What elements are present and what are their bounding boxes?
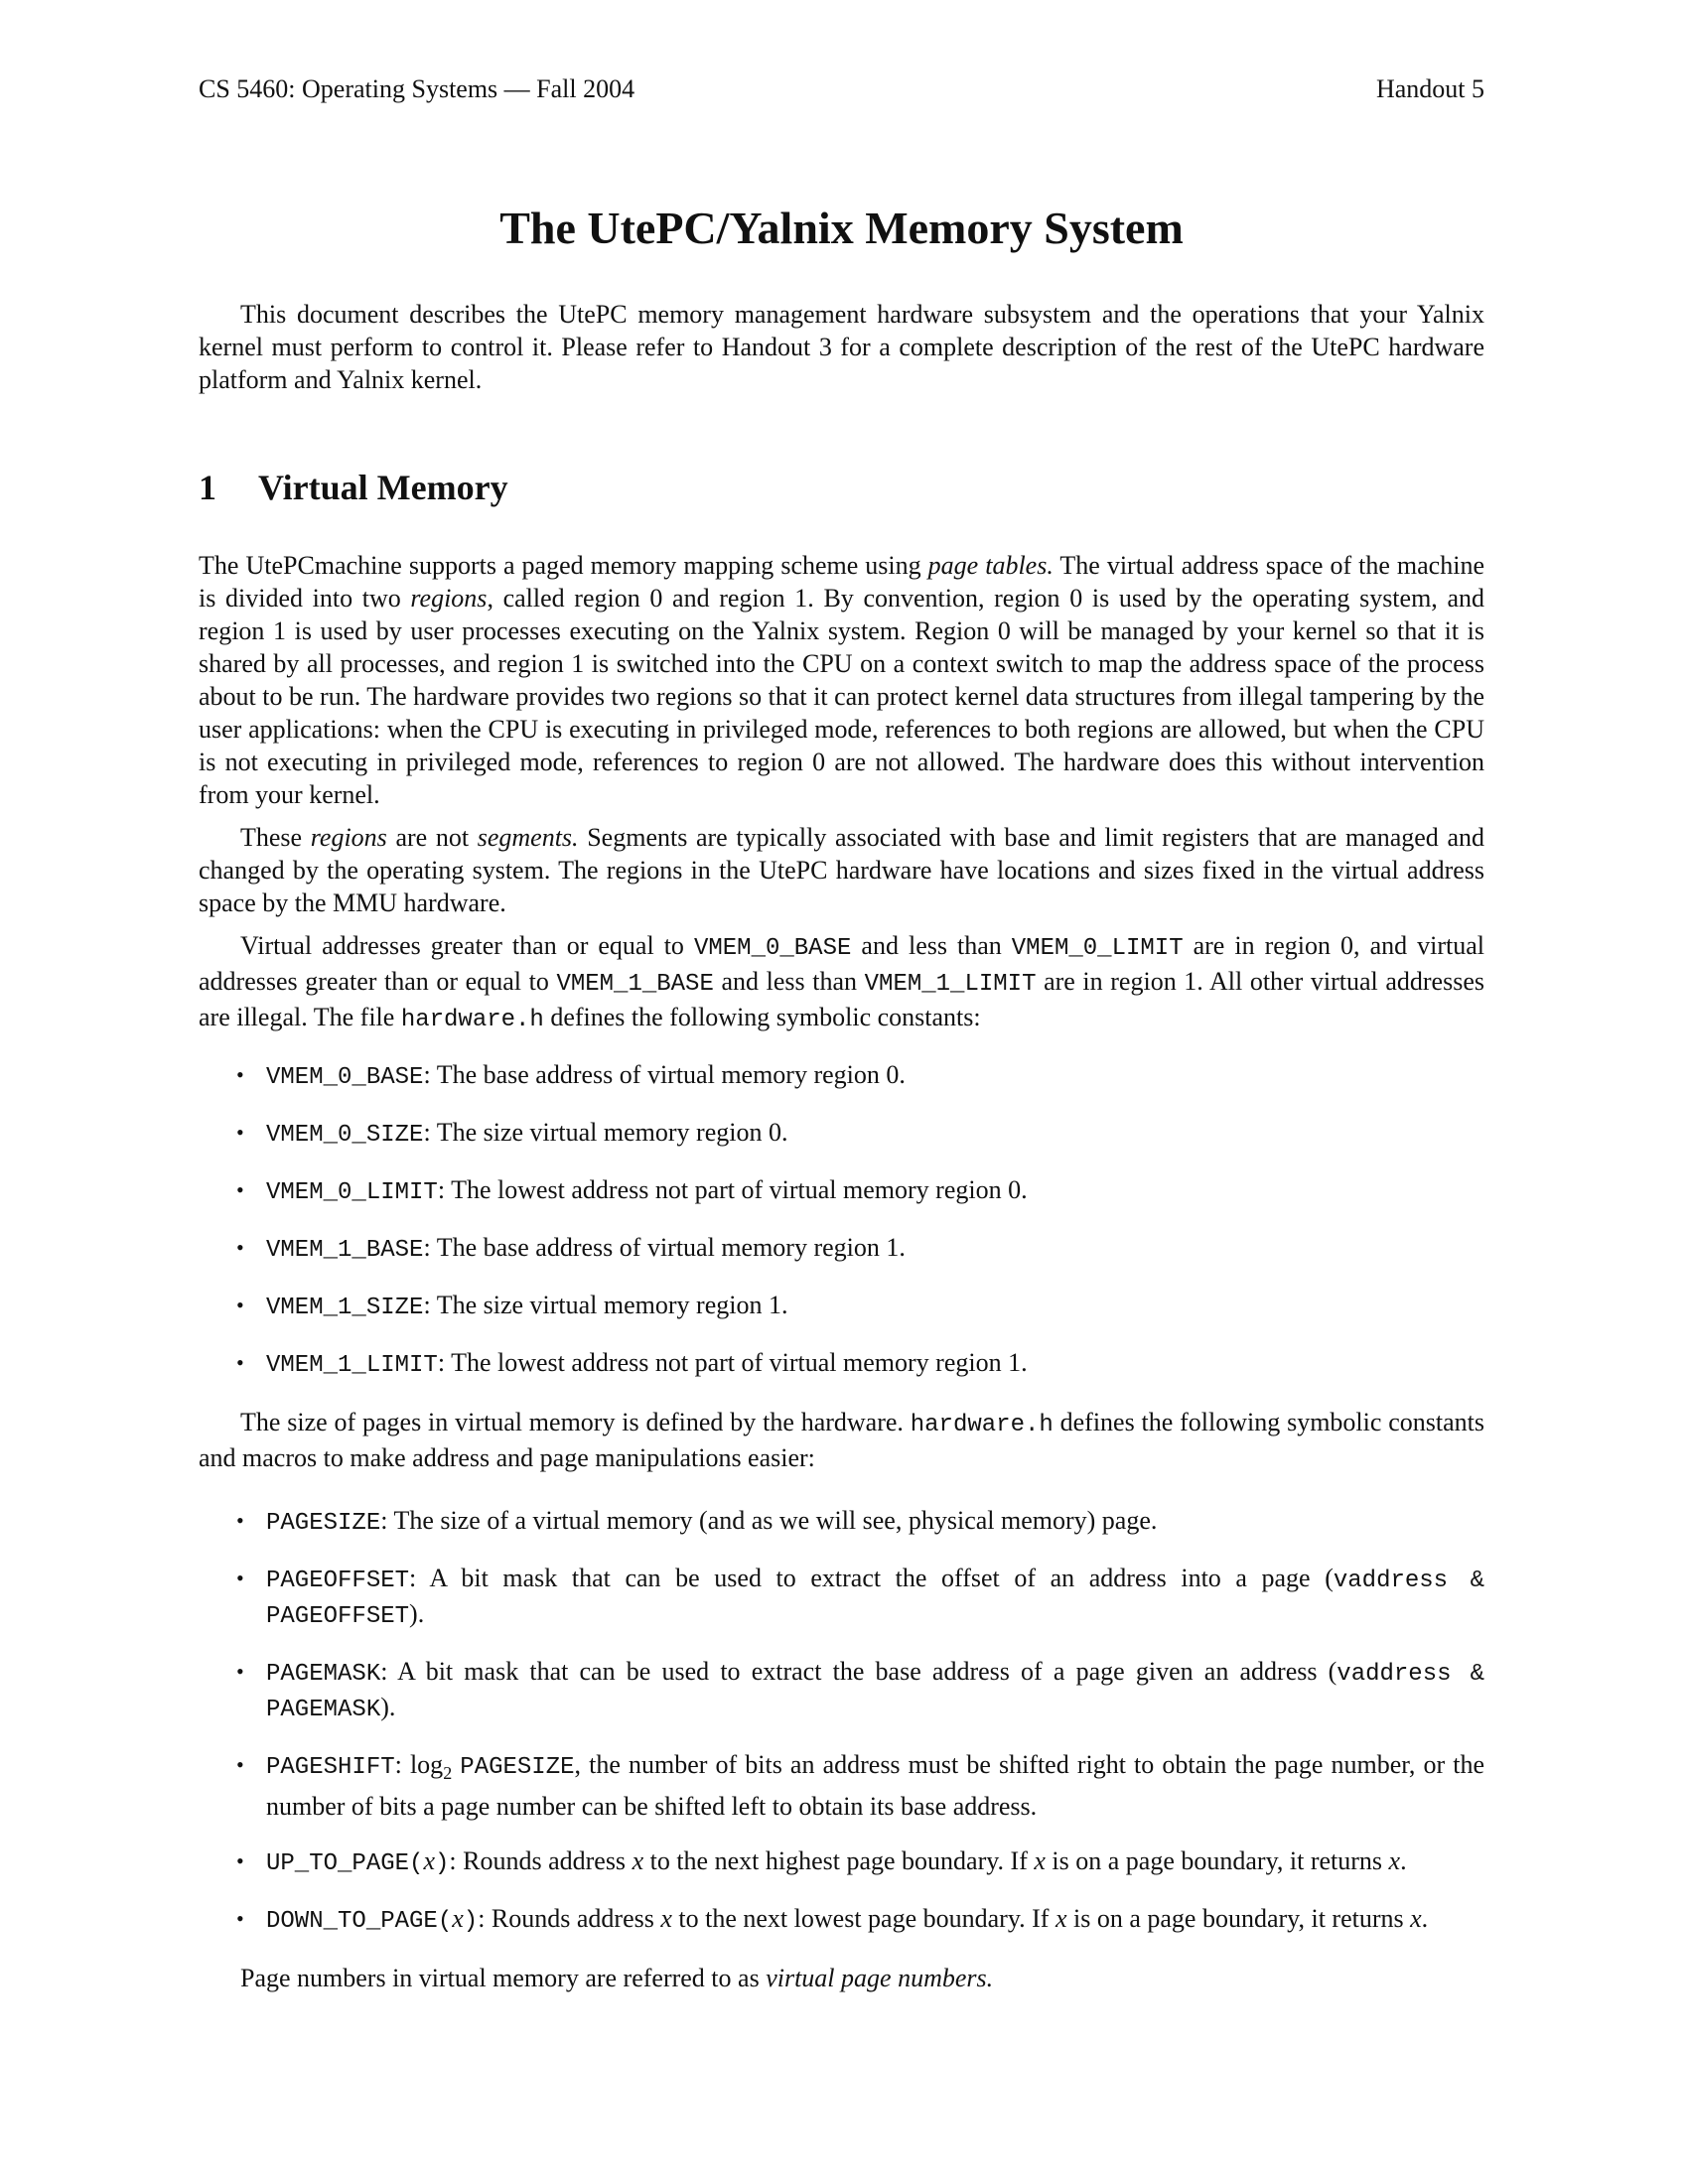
list-item-up-to-page: • UP_TO_PAGE(x): Rounds address x to the next highest page boundary. If x is on a page boundary, it returns x.	[236, 1846, 1407, 1878]
list-item: • VMEM_1_LIMIT: The lowest address not part of virtual memory region 1.	[236, 1348, 1028, 1379]
list-item-pageoffset: • PAGEOFFSET: A bit mask that can be used to extract the offset of an address into a page (vaddress & PAGEOFFSET).	[236, 1564, 1484, 1630]
document-title: The UtePC/Yalnix Memory System	[499, 203, 1184, 253]
list-item-pagesize: • PAGESIZE: The size of a virtual memory (and as we will see, physical memory) page.	[236, 1506, 1158, 1537]
paragraph-regions: The UtePCmachine supports a paged memory mapping scheme using page tables. The virtual address space of the machine is divided into two regions, called region 0 and region 1. By convention, region 0 is used by the operating system, and region 1 is used by user processes executing on the Yalnix system. Region 0 will be managed by your kernel so that it is shared by all processes, and region 1 is switched into the CPU on a context switch to map the address space of the process about to be run. The hardware provides two regions so that it can protect kernel data structures from illegal tampering by the user applications: when the CPU is executing in privileged mode, references to both regions are allowed, but when the CPU is not executing in privileged mode, references to region 0 are not allowed. The hardware does this without intervention from your kernel.	[199, 551, 1484, 809]
list-item-pagemask: • PAGEMASK: A bit mask that can be used to extract the base address of a page given an address (vaddress & PAGEMASK).	[236, 1657, 1484, 1723]
document-page	[199, 69, 1484, 1994]
page-header	[199, 69, 1484, 109]
course-header: CS 5460: Operating Systems — Fall 2004	[199, 74, 635, 103]
section-number: 1	[199, 468, 216, 507]
list-item-pageshift: • PAGESHIFT: $\log_2$ PAGESIZE, the number of bits an address must be shifted right to obtain the page number, or the number of bits a page number can be shifted left to obtain its base address.	[236, 1750, 1485, 1822]
macros-list	[199, 1504, 1484, 1938]
paragraph-address-ranges: Virtual addresses greater than or equal to VMEM_0_BASE and less than VMEM_0_LIMIT are in region 0, and virtual addresses greater than or equal to VMEM_1_BASE and less than VMEM_1_LIMIT are in region 1. All other virtual addresses are illegal. The file hardware.h defines the following symbolic constants:	[199, 931, 1484, 1033]
list-item: • VMEM_0_LIMIT: The lowest address not part of virtual memory region 0.	[236, 1175, 1028, 1206]
list-item: • VMEM_0_BASE: The base address of virtual memory region 0.	[236, 1060, 906, 1091]
paragraph-segments: These regions are not segments. Segments are typically associated with base and limit registers that are managed and changed by the operating system. The regions in the UtePC hardware have locations and sizes fixed in the virtual address space by the MMU hardware.	[199, 823, 1485, 917]
constants-list	[199, 1058, 1484, 1382]
intro-paragraph: This document describes the UtePC memory management hardware subsystem and the operations that your Yalnix kernel must perform to control it. Please refer to Handout 3 for a complete description of the rest of the UtePC hardware platform and Yalnix kernel.	[199, 300, 1484, 394]
section-heading	[199, 464, 1484, 511]
paragraph-virtual-page-numbers: Page numbers in virtual memory are referred to as virtual page numbers.	[240, 1964, 994, 1993]
list-item: • VMEM_0_SIZE: The size virtual memory region 0.	[236, 1118, 788, 1149]
list-item-down-to-page: • DOWN_TO_PAGE(x): Rounds address x to the next lowest page boundary. If x is on a page boundary, it returns x.	[236, 1904, 1429, 1936]
paragraph-page-size: The size of pages in virtual memory is defined by the hardware. hardware.h defines the following symbolic constants and macros to make address and page manipulations easier:	[199, 1408, 1485, 1472]
list-item: • VMEM_1_SIZE: The size virtual memory region 1.	[236, 1291, 788, 1321]
list-item: • VMEM_1_BASE: The base address of virtual memory region 1.	[236, 1233, 906, 1264]
section-title: Virtual Memory	[258, 468, 508, 507]
handout-number: Handout 5	[1375, 74, 1484, 103]
